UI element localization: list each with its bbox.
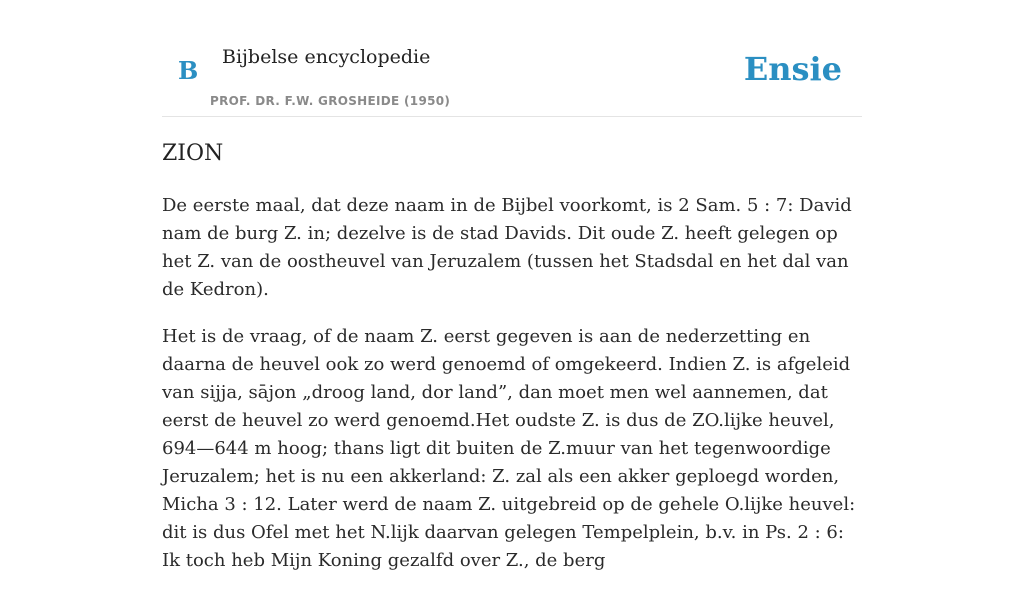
- page: [162, 0, 862, 571]
- ensie-brand-logo[interactable]: Ensie: [743, 50, 842, 88]
- book-author: PROF. DR. F.W. GROSHEIDE (1950): [210, 94, 451, 108]
- entry-paragraph: De eerste maal, dat deze naam in de Bijbel voorkomt, is 2 Sam. 5 : 7: David nam de burg Z. in; dezelve is de stad Davids. Dit oude Z. heeft gelegen op het Z. van de oostheuvel van Jeruzalem (tussen het Stadsdal en het dal van de Kedron).: [162, 195, 852, 300]
- book-logo[interactable]: B: [178, 56, 199, 85]
- entry-body: [162, 192, 862, 594]
- book-title[interactable]: Bijbelse encyclopedie: [222, 46, 431, 68]
- site-header: [162, 0, 862, 117]
- entry-paragraph: Het is de vraag, of de naam Z. eerst gegeven is aan de nederzetting en daarna de heuvel ook zo werd genoemd of omgekeerd. Indien Z. is afgeleid van sijja, sājon „droog land, dor land”, dan moet men wel aannemen, dat eerst de heuvel zo werd genoemd.Het oudste Z. is dus de ZO.lijke heuvel, 694—644 m hoog; thans ligt dit buiten de Z.muur van het tegenwoordige Jeruzalem; het is nu een akkerland: Z. zal als een akker geploegd worden, Micha 3 : 12. Later werd de naam Z. uitgebreid op de gehele O.lijke heuvel: dit is dus Ofel met het N.lijk daarvan gelegen Tempelplein, b.v. in Ps. 2 : 6: Ik toch heb Mijn Koning gezalfd over Z., de berg: [162, 326, 856, 571]
- entry-title: ZION: [162, 141, 224, 166]
